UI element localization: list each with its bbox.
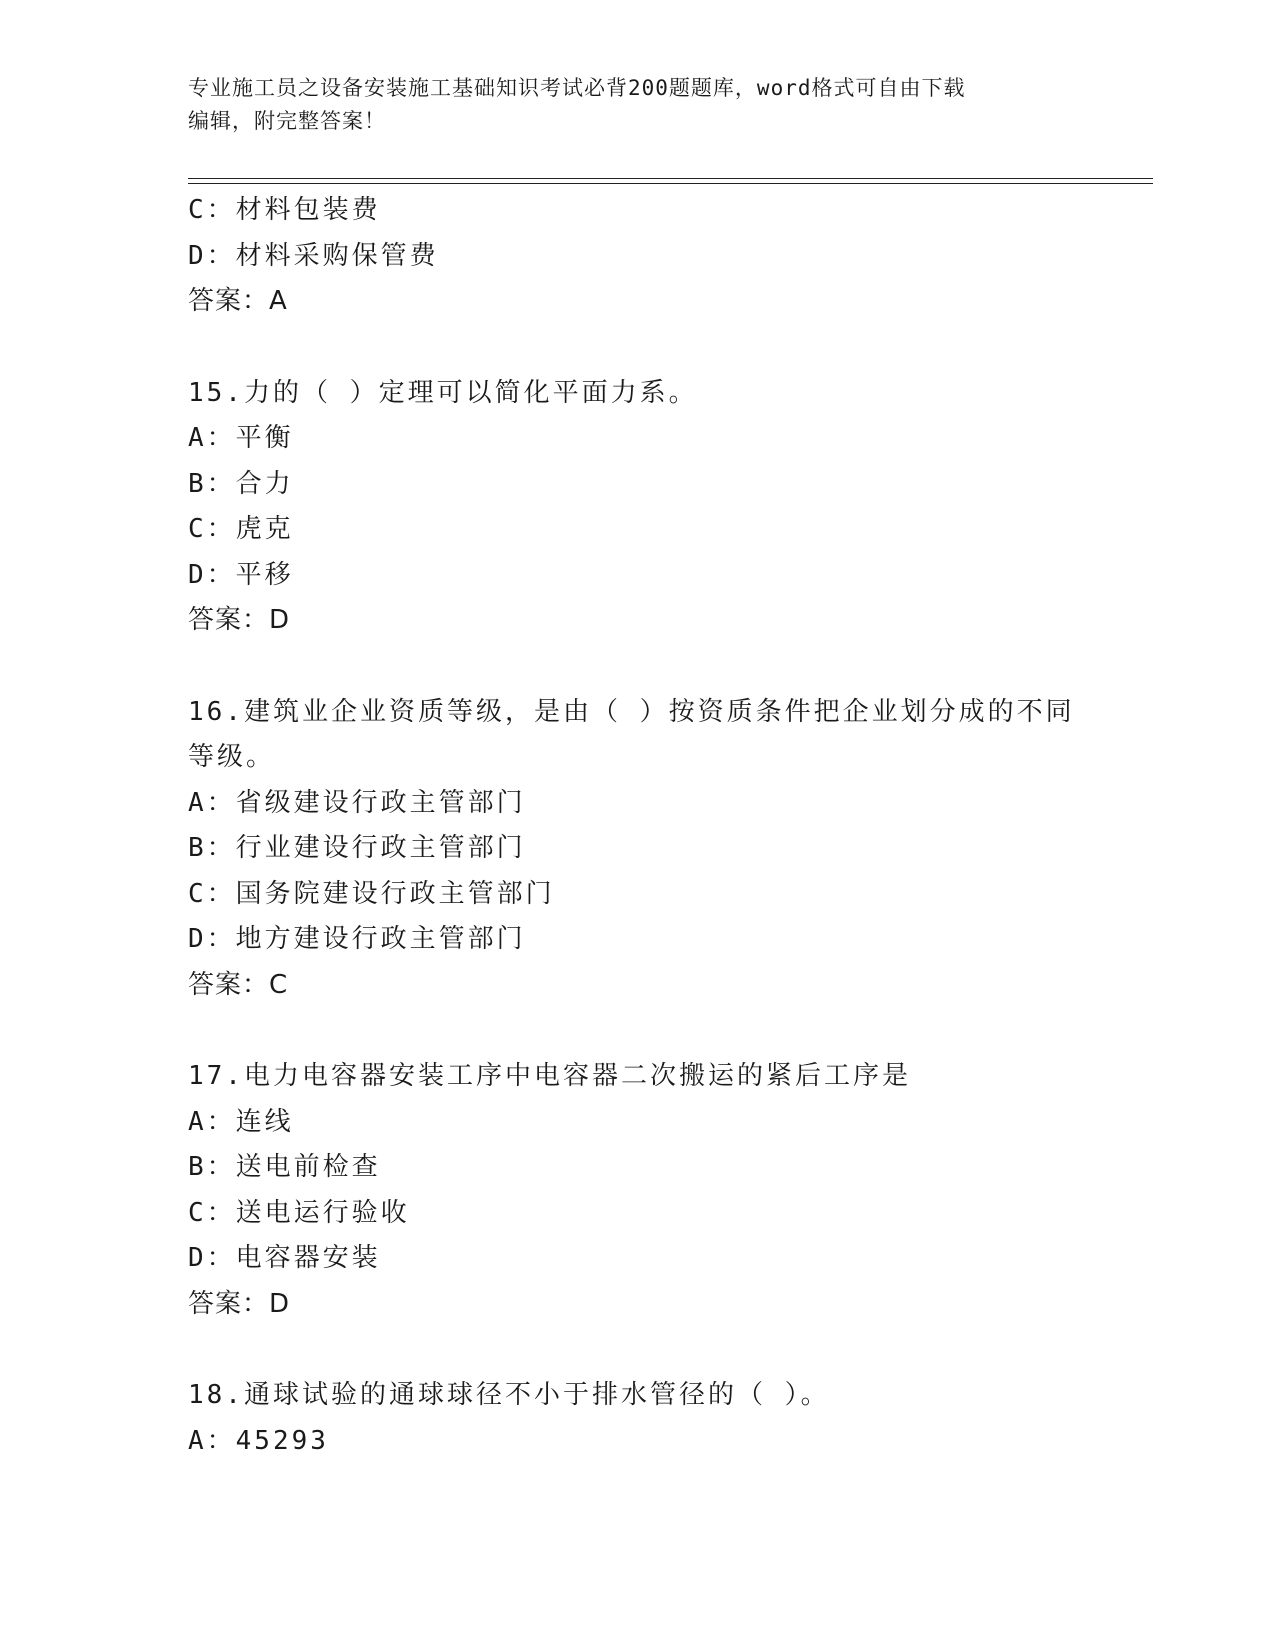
header-divider-bottom bbox=[188, 183, 1153, 184]
question-text: 18.通球试验的通球球径不小于排水管径的（ ）。 bbox=[188, 1380, 830, 1410]
option-a: A：连线 bbox=[188, 1106, 294, 1137]
header-divider-top bbox=[188, 178, 1153, 179]
option-b: B：行业建设行政主管部门 bbox=[188, 833, 526, 863]
question-text-line1: 16.建筑业企业资质等级，是由（ ）按资质条件把企业划分成的不同 bbox=[188, 696, 1075, 727]
question-block-15 bbox=[188, 371, 1088, 644]
option-b: B：送电前检查 bbox=[188, 1152, 381, 1182]
option-c: C：国务院建设行政主管部门 bbox=[188, 878, 555, 909]
option-c: C：材料包装费 bbox=[188, 195, 381, 225]
header-title-line2: 编辑，附完整答案！ bbox=[188, 109, 386, 133]
question-block-17 bbox=[188, 1054, 1088, 1327]
header-title-line1: 专业施工员之设备安装施工基础知识考试必背200题题库，word格式可自由下载 bbox=[188, 76, 966, 100]
spacer bbox=[188, 1008, 1088, 1054]
question-text-line2: 等级。 bbox=[188, 742, 276, 772]
answer-line: 答案：C bbox=[188, 969, 289, 1000]
option-c: C：虎克 bbox=[188, 514, 294, 544]
option-c: C：送电运行验收 bbox=[188, 1197, 410, 1228]
option-b: B：合力 bbox=[188, 468, 294, 499]
spacer bbox=[188, 325, 1088, 371]
answer-line: 答案：A bbox=[188, 286, 288, 316]
spacer bbox=[188, 1327, 1088, 1373]
option-d: D：地方建设行政主管部门 bbox=[188, 924, 526, 954]
question-text: 17.电力电容器安装工序中电容器二次搬运的紧后工序是 bbox=[188, 1061, 911, 1091]
answer-line: 答案：D bbox=[188, 605, 291, 635]
question-text: 15.力的（ ）定理可以简化平面力系。 bbox=[188, 377, 698, 408]
question-block-18 bbox=[188, 1373, 1088, 1464]
spacer bbox=[188, 644, 1088, 690]
document-header bbox=[188, 72, 1088, 138]
option-a: A：45293 bbox=[188, 1425, 329, 1456]
question-block-16 bbox=[188, 690, 1088, 1009]
option-d: D：平移 bbox=[188, 559, 294, 590]
option-a: A：平衡 bbox=[188, 423, 294, 453]
option-d: D：电容器安装 bbox=[188, 1243, 381, 1273]
question-list bbox=[188, 188, 1088, 1464]
question-block-14 bbox=[188, 188, 1088, 325]
option-a: A：省级建设行政主管部门 bbox=[188, 787, 526, 818]
option-d: D：材料采购保管费 bbox=[188, 240, 439, 271]
answer-line: 答案：D bbox=[188, 1288, 291, 1319]
